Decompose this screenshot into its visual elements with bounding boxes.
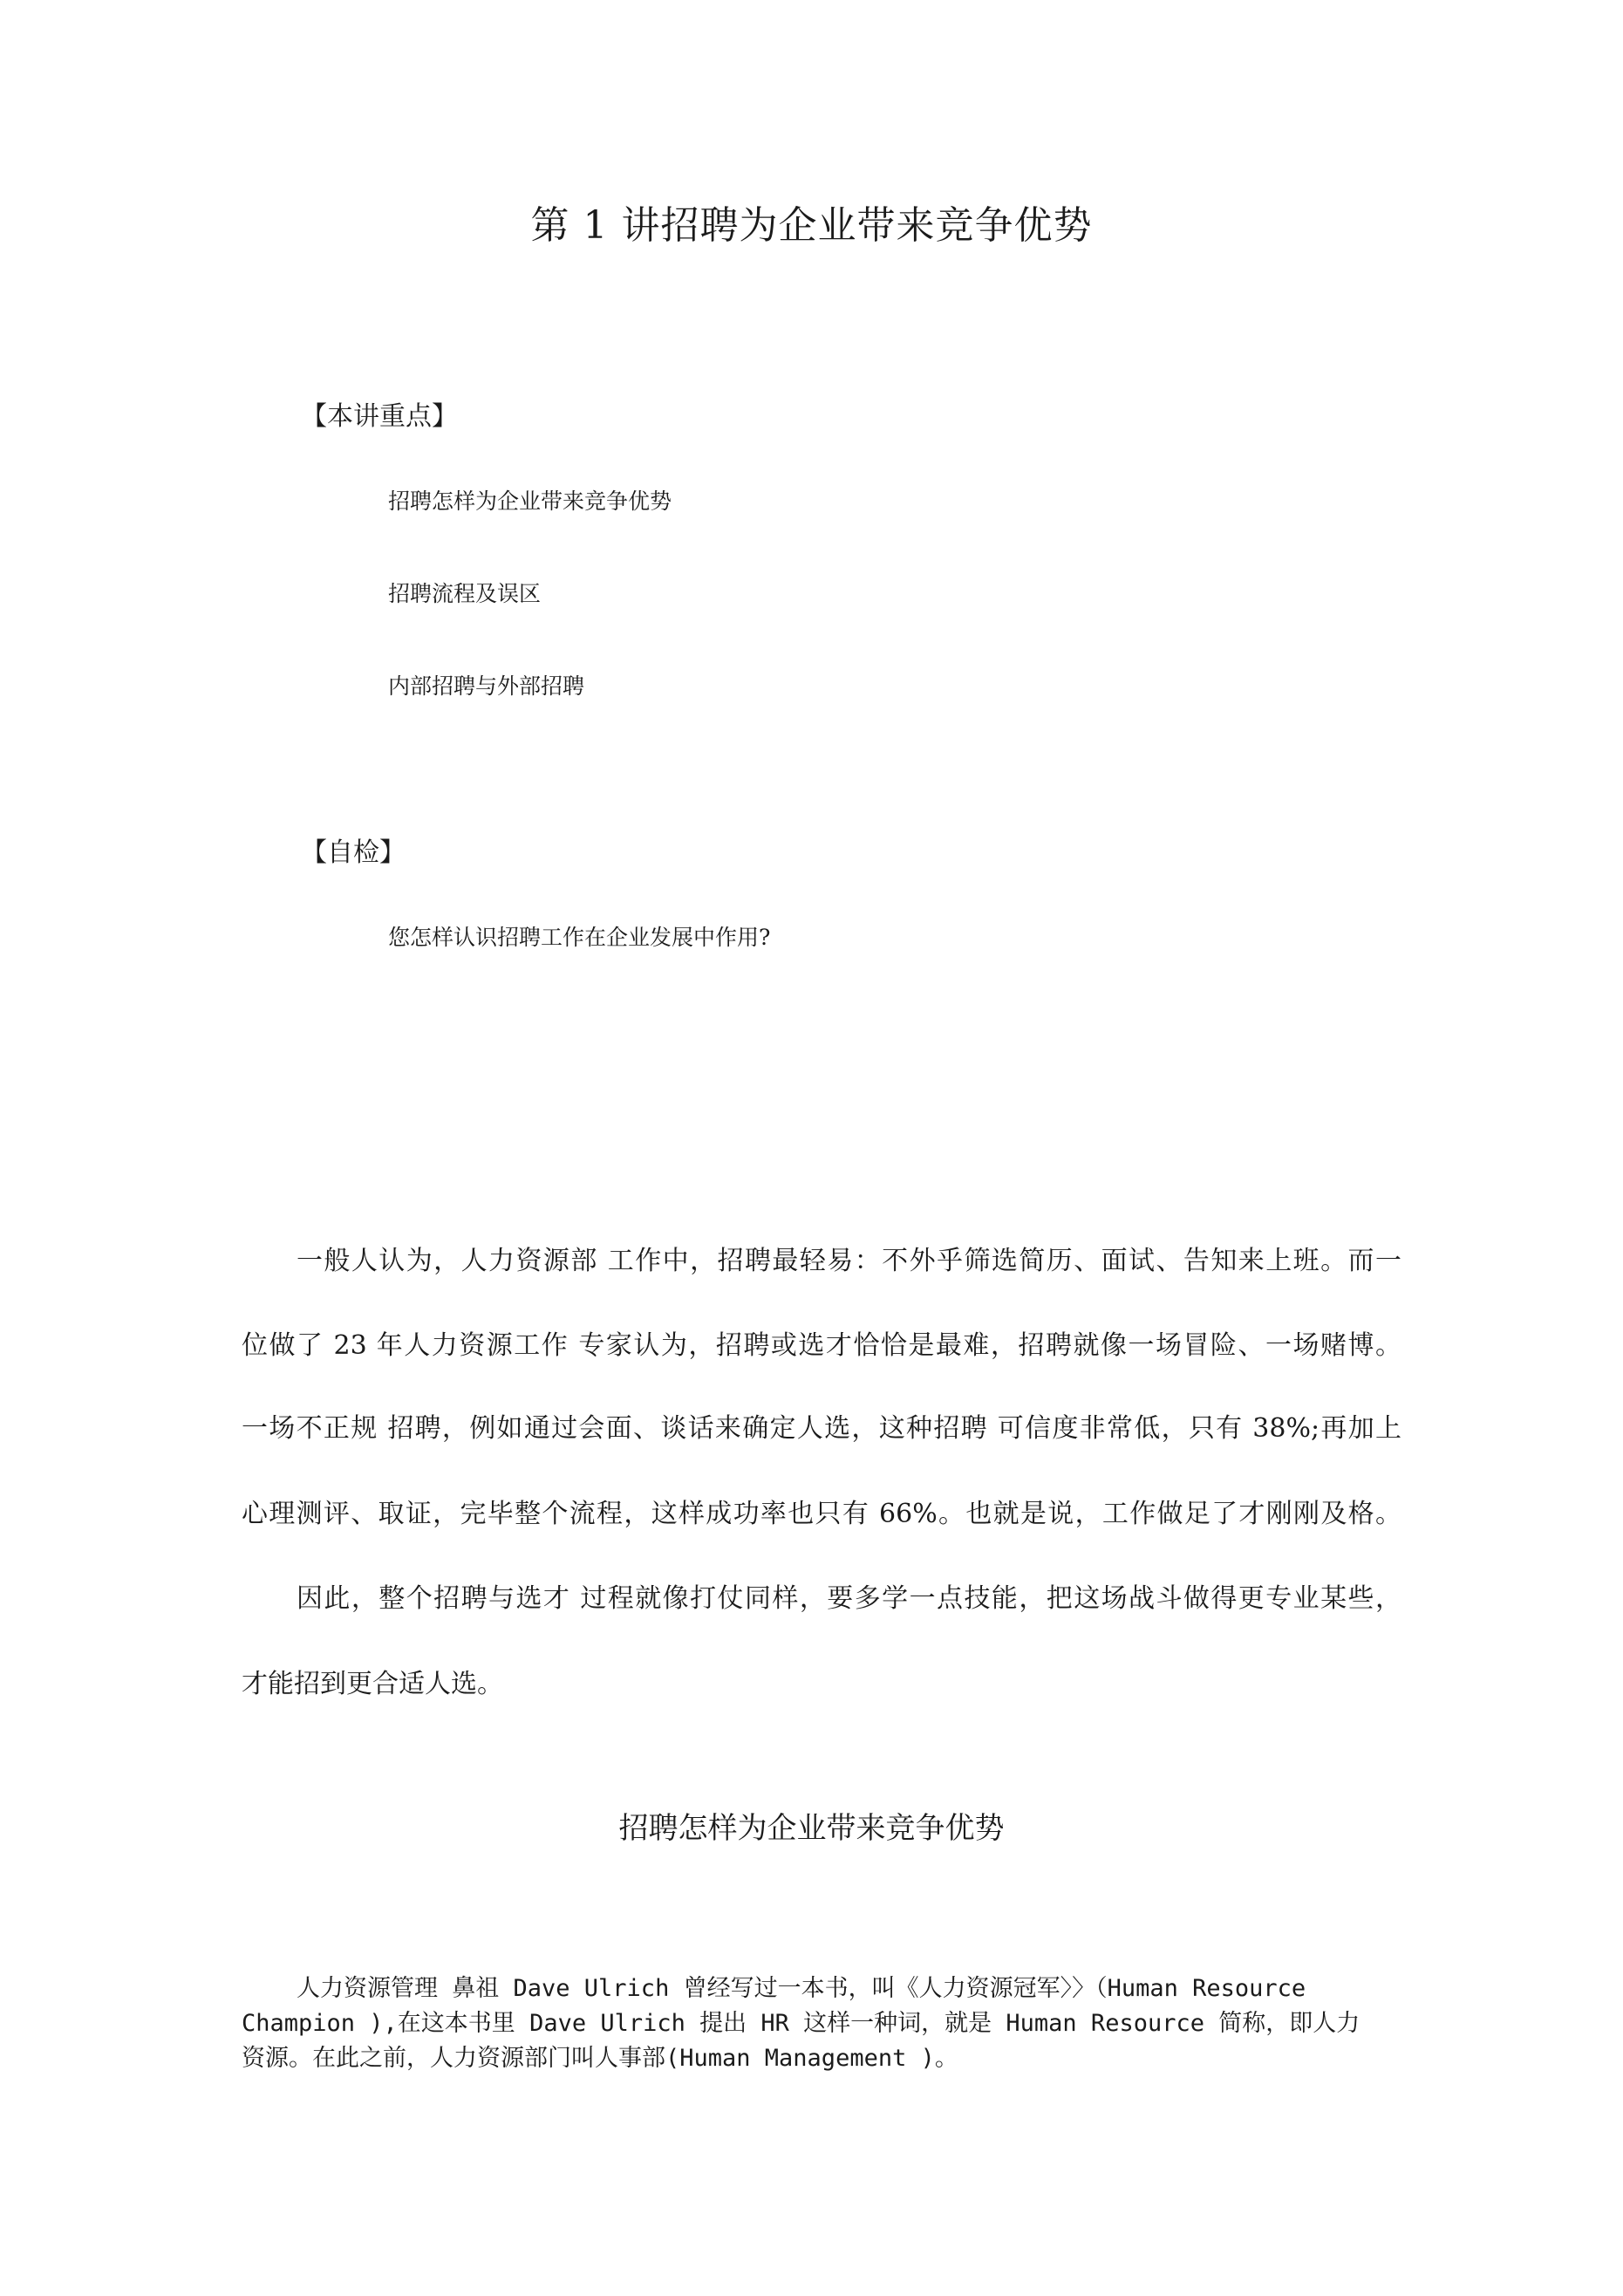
section-heading: 招聘怎样为企业带来竞争优势 (618, 1811, 1005, 1846)
section-line: 人力资源管理 鼻祖 Dave Ulrich 曾经写过一本书，叫《人力资源冠军〉〉（Human Resource (297, 1975, 1306, 2002)
intro-line: 才能招到更合适人选。 (242, 1669, 503, 1699)
section-line: 资源。在此之前，人力资源部门叫人事部(Human Management )。 (242, 2045, 958, 2072)
intro-line: 因此，整个招聘与选才 过程就像打仗同样，要多学一点技能，把这场战斗做得更专业某些， (297, 1583, 1401, 1614)
page-title: 第 1 讲招聘为企业带来竞争优势 (530, 203, 1093, 248)
focus-item: 招聘流程及误区 (388, 581, 542, 606)
intro-line: 心理测评、取证，完毕整个流程，这样成功率也只有 66%。也就是说，工作做足了才刚刚及格。 (242, 1499, 1401, 1529)
focus-item: 内部招聘与外部招聘 (388, 673, 585, 699)
focus-item: 招聘怎样为企业带来竞争优势 (388, 489, 672, 514)
selfcheck-label: 【自检】 (301, 837, 406, 868)
selfcheck-question: 您怎样认识招聘工作在企业发展中作用? (388, 925, 771, 950)
focus-label: 【本讲重点】 (301, 401, 458, 432)
intro-line: 一般人认为，人力资源部 工作中，招聘最轻易：不外乎筛选简历、面试、告知来上班。而一 (297, 1246, 1401, 1276)
intro-line: 一场不正规 招聘，例如通过会面、谈话来确定人选，这种招聘 可信度非常低，只有 38%;再加上 (242, 1413, 1401, 1444)
section-line: Champion ),在这本书里 Dave Ulrich 提出 HR 这样一种词，就是 Human Resource 简称，即人力 (242, 2010, 1360, 2037)
intro-line: 位做了 23 年人力资源工作 专家认为，招聘或选才恰恰是最难，招聘就像一场冒险、一场赌博。 (242, 1330, 1401, 1361)
